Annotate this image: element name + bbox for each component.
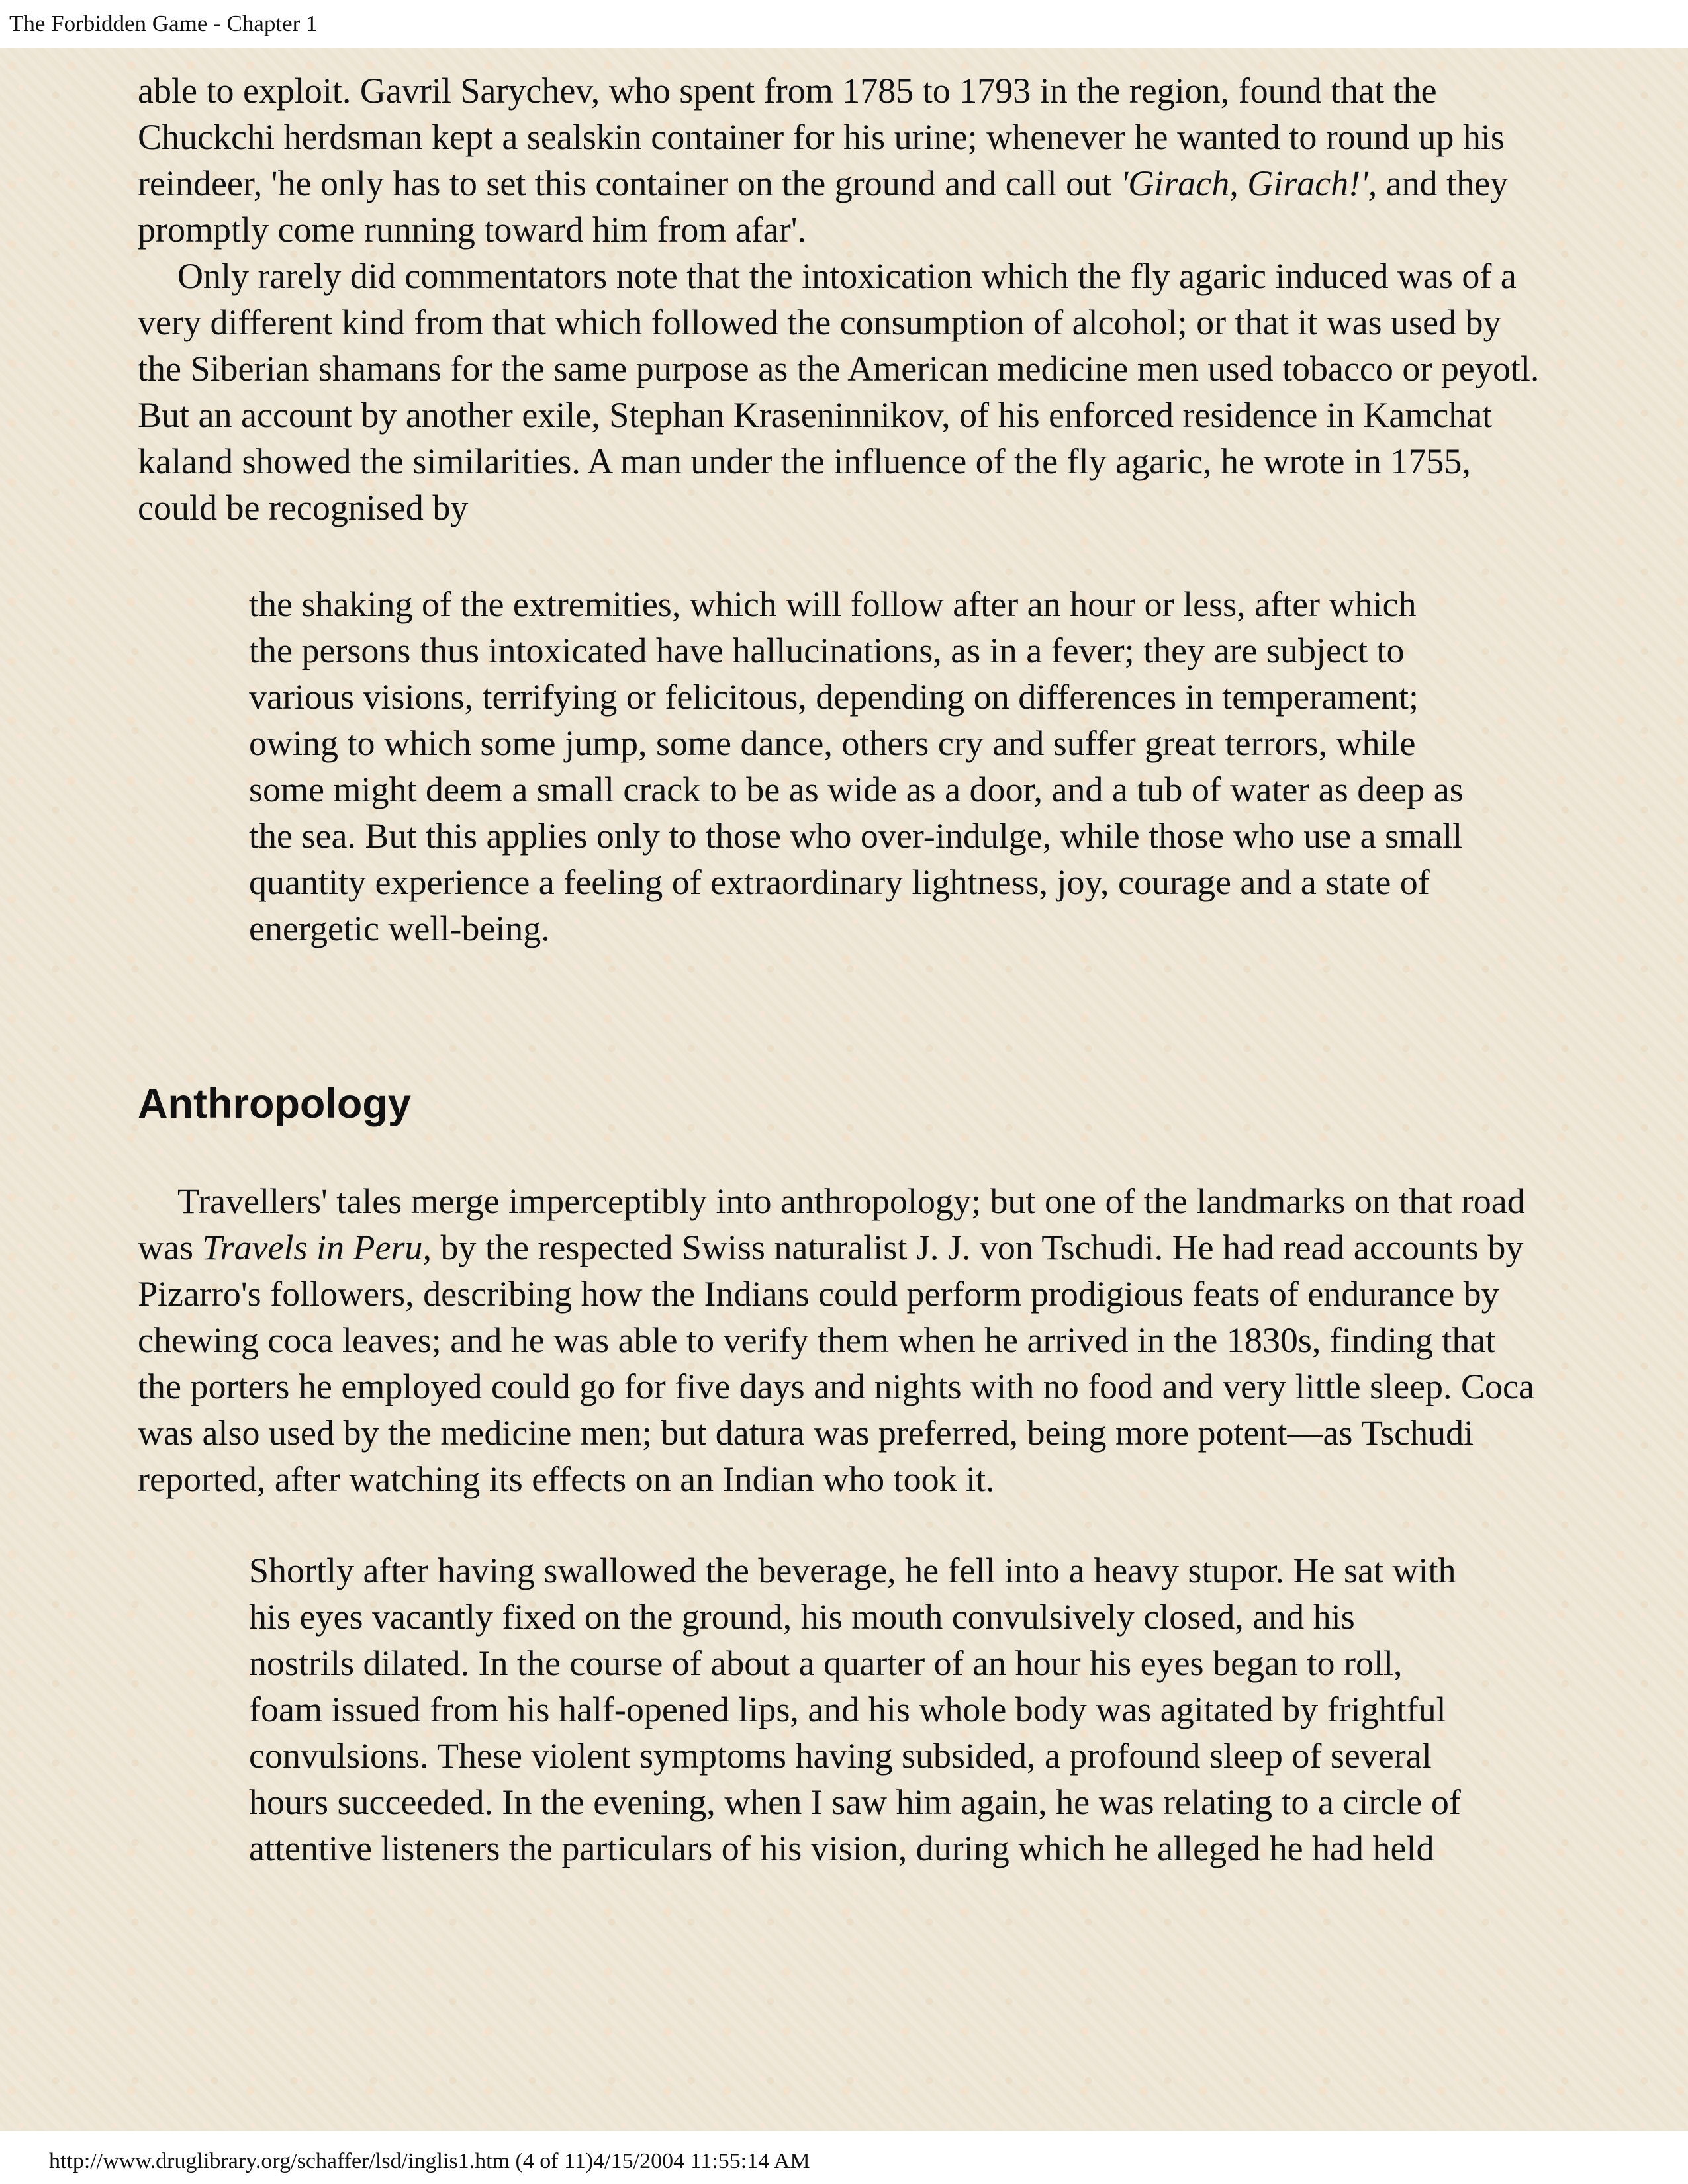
paragraph-anthropology <box>138 1178 1548 1502</box>
page-header <box>0 0 1688 48</box>
paragraph-text: Travellers' tales merge imperceptibly into anthropology; but one of the landmarks on that road was <box>138 1181 1525 1267</box>
blockquote-kraseninnikov: the shaking of the extremities, which will follow after an hour or less, after which the persons thus intoxicated have hallucinations, as in a fever; they are subject to various visions, terrifying or felicitous, depending on differences in temperament; owing to which some jump, some dance, others cry and suffer great terrors, while some might deem a small crack to be as wide as a door, and a tub of water as deep as the sea. But this applies only to those who over-indulge, while those who use a small quantity experience a feeling of extraordinary lightness, joy, courage and a state of energetic well-being. <box>249 584 1464 948</box>
document-body <box>0 48 1688 2131</box>
page-title: The Forbidden Game - Chapter 1 <box>9 11 318 36</box>
book-title: Travels in Peru, <box>202 1228 432 1267</box>
paragraph-text: by the respected Swiss naturalist J. J. von Tschudi. He had read accounts by Pizarro's followers, describing how the Indians could perform prodigious feats of endurance by chewing coca leaves; and he was able to verify them when he arrived in the 1830s, finding that the porters he employed could go for five days and nights with no food and very little sleep. Coca was also used by the medicine men; but datura was preferred, being more potent—as Tschudi reported, after watching its effects on an Indian who took it. <box>138 1228 1534 1499</box>
paragraph-text: and they promptly come running toward him from afar'. <box>138 163 1509 250</box>
article-content <box>138 68 1548 1872</box>
page-footer <box>0 2131 1688 2184</box>
footer-url: http://www.druglibrary.org/schaffer/lsd/inglis1.htm (4 of 11)4/15/2004 11:55:14 AM <box>49 2149 810 2173</box>
blockquote-tschudi: Shortly after having swallowed the beverage, he fell into a heavy stupor. He sat with his eyes vacantly fixed on the ground, his mouth convulsively closed, and his nostrils dilated. In the course of about a quarter of an hour his eyes began to roll, foam issued from his half-opened lips, and his whole body was agitated by frightful convulsions. These violent symptoms having subsided, a profound sleep of several hours succeeded. In the evening, when I saw him again, he was relating to a circle of attentive listeners the particulars of his vision, during which he alleged he had held <box>249 1551 1461 1868</box>
paragraph-text: able to exploit. Gavril Sarychev, who spent from 1785 to 1793 in the region, found that the Chuckchi herdsman kept a sealskin container for his urine; whenever he wanted to round up his reindeer, 'he only has to set this container on the ground and call out <box>138 71 1505 203</box>
section-heading-anthropology: Anthropology <box>138 1081 411 1127</box>
paragraph-continuation <box>138 68 1548 253</box>
paragraph-fly-agaric: Only rarely did commentators note that the intoxication which the fly agaric induced was of a very different kind from that which followed the consumption of alcohol; or that it was used by the Siberian shamans for the same purpose as the American medicine men used tobacco or peyotl. But an account by another exile, Stephan Kraseninnikov, of his enforced residence in Kamchat kaland showed the similarities. A man under the influence of the fly agaric, he wrote in 1755, could be recognised by <box>138 256 1540 527</box>
italic-quote: 'Girach, Girach!', <box>1120 163 1378 203</box>
